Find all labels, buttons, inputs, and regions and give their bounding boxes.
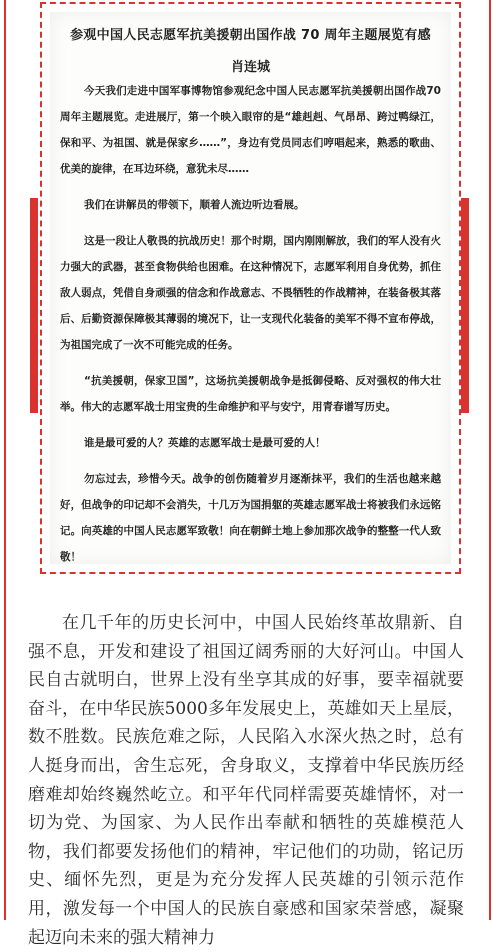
essay-paragraph: 我们在讲解员的带领下，顺着人流边听边看展。 bbox=[84, 199, 305, 211]
essay-paper-image bbox=[50, 12, 451, 564]
essay-paragraph: 这是一段让人敬畏的抗战历史！那个时期，国内刚刚解放，我们的军人没有火力强大的武器，甚至食物供给也困难。在这种情况下，志愿军利用自身优势，抓住敌人弱点，凭借自身顽强的信念和作战意志、不畏牺牲的作战精神，在装备极其落后、后勤资源保障极其薄弱的境况下，让一支现代化装备的美军不得不宣布停战，为祖国完成了一次不可能完成的任务。 bbox=[60, 235, 441, 351]
essay-paragraph: 今天我们走进中国军事博物馆参观纪念中国人民志愿军抗美援朝出国作战70周年主题展览。走进展厅，第一个映入眼帘的是“雄赳赳、气昂昂、跨过鸭绿江，保和平、为祖国、就是保家乡……”，身边有党员同志们哼唱起来，熟悉的歌曲、优美的旋律，在耳边环绕，意犹未尽…… bbox=[60, 85, 441, 175]
essay-title: 参观中国人民志愿军抗美援朝出国作战 70 周年主题展览有感 bbox=[70, 28, 431, 43]
essay-author: 肖连城 bbox=[230, 60, 270, 75]
essay-paragraph: 谁是最可爱的人？英雄的志愿军战士是最可爱的人！ bbox=[84, 437, 326, 449]
essay-body bbox=[60, 78, 441, 580]
essay-photo-frame bbox=[40, 2, 461, 574]
essay-paragraph: 勿忘过去，珍惜今天。战争的创伤随着岁月逐渐抹平，我们的生活也越来越好，但战争的印记却不会消失，十几万为国捐躯的英雄志愿军战士将被我们永远铭记。向英雄的中国人民志愿军致敬！向在朝鲜土地上参加那次战争的整整一代人致敬！ bbox=[60, 473, 441, 563]
left-red-accent-bar bbox=[30, 198, 38, 413]
essay-paragraph: “抗美援朝，保家卫国”，这场抗美援朝战争是抵御侵略、反对强权的伟大壮举。伟大的志愿军战士用宝贵的生命维护和平与安宁，用青春谱写历史。 bbox=[60, 375, 441, 413]
article-body-paragraph: 在几千年的历史长河中，中国人民始终革故鼎新、自强不息，开发和建设了祖国辽阔秀丽的大好河山。中国人民自古就明白，世界上没有坐享其成的好事，要幸福就要奋斗，在中华民族5000多年发展史上，英雄如天上星辰，数不胜数。民族危难之际，人民陷入水深火热之时，总有人挺身而出，舍生忘死，舍身取义，支撑着中华民族历经磨难却始终巍然屹立。和平年代同样需要英雄情怀，对一切为党、为国家、为人民作出奉献和牺牲的英雄模范人物，我们都要发扬他们的精神，牢记他们的功勋，铭记历史、缅怀先烈，更是为充分发挥人民英雄的引领示范作用，激发每一个中国人的民族自豪感和国家荣誉感，凝聚起迈向未来的强大精神力 bbox=[28, 613, 464, 948]
right-red-accent-bar bbox=[461, 198, 469, 413]
